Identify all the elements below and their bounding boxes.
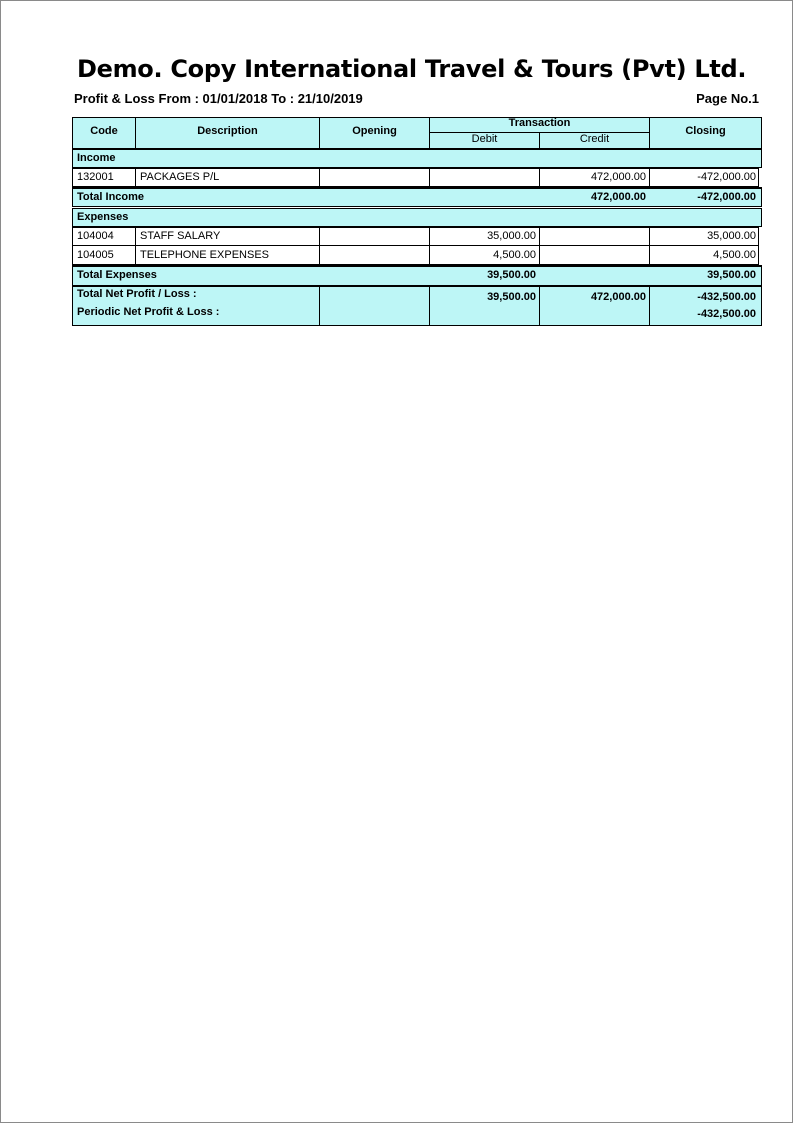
page-number: Page No.1: [696, 91, 759, 106]
row-closing: -472,000.00: [697, 171, 756, 183]
report-subtitle: Profit & Loss From : 01/01/2018 To : 21/10/2019: [74, 91, 363, 106]
row-credit: 472,000.00: [590, 171, 646, 183]
row-closing: 4,500.00: [713, 249, 756, 261]
row-debit: 35,000.00: [487, 230, 536, 242]
net-total-label: Total Net Profit / Loss :: [77, 288, 197, 300]
row-debit: 4,500.00: [493, 249, 536, 261]
row-description: STAFF SALARY: [140, 230, 221, 242]
income-heading-row: [72, 149, 762, 168]
income-total-credit: 472,000.00: [590, 191, 646, 203]
net-total-closing: -432,500.00: [697, 291, 756, 303]
header-description: Description: [197, 125, 258, 137]
row-closing: 35,000.00: [707, 230, 756, 242]
income-heading: Income: [77, 152, 116, 164]
row-description: TELEPHONE EXPENSES: [140, 249, 269, 261]
header-opening: Opening: [352, 125, 397, 137]
income-total-label: Total Income: [77, 191, 145, 203]
row-code: 104004: [77, 230, 114, 242]
header-transaction: Transaction: [508, 117, 571, 129]
expenses-heading: Expenses: [77, 211, 129, 223]
row-description: PACKAGES P/L: [140, 171, 220, 183]
header-debit: Debit: [471, 133, 498, 145]
row-code: 132001: [77, 171, 114, 183]
company-name: Demo. Copy International Travel & Tours (Pvt) Ltd.: [77, 55, 747, 83]
header-code: Code: [90, 125, 118, 137]
expenses-total-debit: 39,500.00: [487, 269, 536, 281]
net-total-credit: 472,000.00: [590, 291, 646, 303]
periodic-net-label: Periodic Net Profit & Loss :: [77, 306, 220, 318]
header-closing: Closing: [685, 125, 726, 137]
expenses-total-closing: 39,500.00: [707, 269, 756, 281]
row-code: 104005: [77, 249, 114, 261]
periodic-net-closing: -432,500.00: [697, 308, 756, 320]
header-credit: Credit: [579, 133, 610, 145]
expenses-total-label: Total Expenses: [77, 269, 157, 281]
income-total-closing: -472,000.00: [697, 191, 756, 203]
expenses-heading-row: [72, 208, 762, 227]
net-total-debit: 39,500.00: [487, 291, 536, 303]
